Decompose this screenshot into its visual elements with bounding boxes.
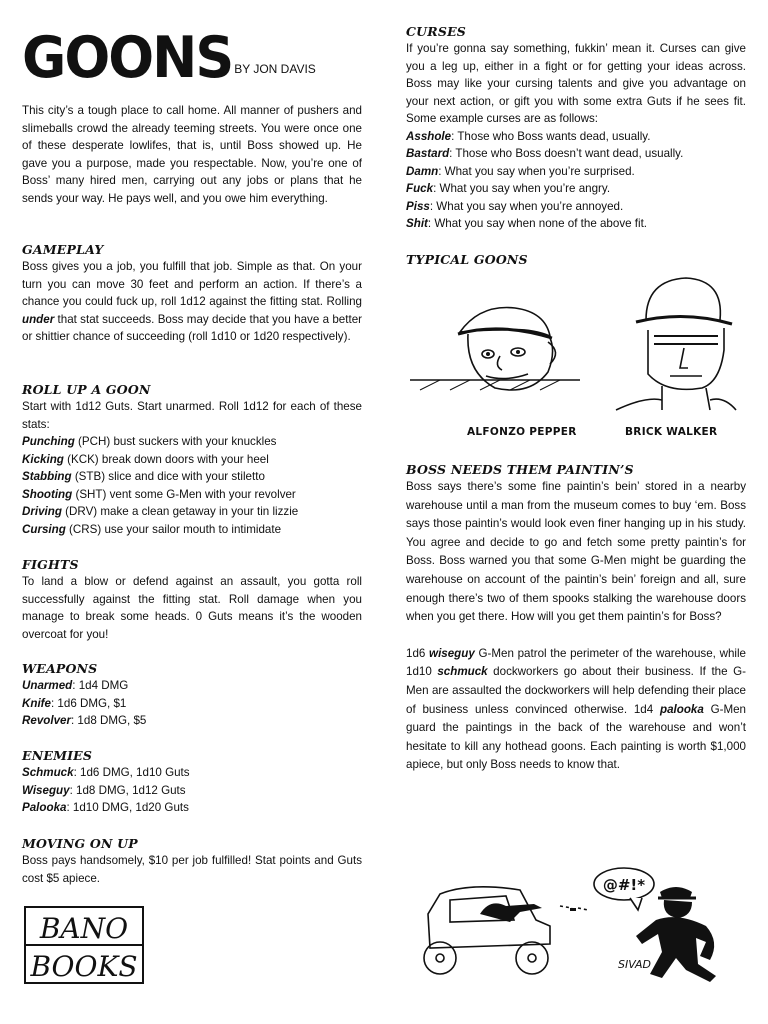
list-item xyxy=(22,764,362,782)
weapon-desc: : 1d8 DMG, $5 xyxy=(70,714,147,727)
intro-text: This city’s a tough place to call home. All manner of pushers and slimeballs crowd the already teeming streets. You were once one of these desperate lowlifes, that is, until Boss showed up. He gave you a purpose, made you respectable. Now, you’re one of Boss’ many hired men, carrying out any jobs or plans that he sends your way. He pays well, and you owe him everything. xyxy=(22,104,362,205)
stat-desc: (SHT) vent some G-Men with your revolver xyxy=(72,487,296,501)
stats-list xyxy=(22,433,362,538)
curse-desc: : What you say when none of the above fit. xyxy=(427,217,648,230)
list-item xyxy=(22,712,362,730)
p2-wiseguy: wiseguy xyxy=(429,646,475,660)
title-row xyxy=(22,24,362,91)
byline: BY JON DAVIS xyxy=(234,61,316,76)
enemy-name: Wiseguy xyxy=(22,783,70,797)
list-item xyxy=(22,521,362,539)
brick-walker-illustration xyxy=(606,270,738,416)
curses-intro: If you’re gonna say something, fukkin’ mean it. Curses can give you a leg up, either in a fight or for getting your ideas across. Boss may like your cursing talents and give you advantage on your next action, or gift you with some extra Guts if he sees fit. Some example curses are as follows: xyxy=(406,42,746,125)
list-item xyxy=(22,695,362,713)
stat-name: Cursing xyxy=(22,522,66,536)
p2-c: dockworkers go about their business. If the G-Men are assaulted the dockworkers will help defending their place of business unless convinced otherwise. 1d4 xyxy=(406,665,746,716)
goon-caption-1: ALFONZO PEPPER xyxy=(467,426,577,438)
stat-desc: (PCH) bust suckers with your knuckles xyxy=(74,435,277,448)
p2-b: G-Men patrol the perimeter of the warehouse, while 1d10 xyxy=(406,646,746,679)
speech-bubble-text: @#!* xyxy=(602,876,646,894)
weapon-name: Revolver xyxy=(22,714,71,727)
curse-name: Asshole xyxy=(406,129,452,143)
weapons-heading: WEAPONS xyxy=(22,661,98,676)
artist-signature: SIVAD xyxy=(618,958,651,971)
logo-line1: BANO xyxy=(39,912,129,945)
gameplay-heading: GAMEPLAY xyxy=(22,242,104,257)
logo-line2: BOOKS xyxy=(30,950,138,983)
enemy-name: Schmuck xyxy=(22,766,74,779)
gameplay-text-b: that stat succeeds. Boss may decide that you have a better or shittier chance of succeeding (roll 1d10 or 1d20 respectively). xyxy=(22,312,362,343)
list-item xyxy=(406,128,746,146)
curse-name: Bastard xyxy=(406,147,450,160)
curse-desc: : What you say when you’re annoyed. xyxy=(429,199,624,213)
goon-caption-2: BRICK WALKER xyxy=(625,426,718,438)
curses-section xyxy=(406,23,746,233)
page-title: GOONS xyxy=(22,24,233,91)
roll-up-section xyxy=(22,381,362,538)
fights-heading: FIGHTS xyxy=(22,557,79,572)
list-item xyxy=(406,163,746,181)
curse-name: Piss xyxy=(406,199,430,213)
p2-d: G-Men guard the paintings in the back of the warehouse and won’t hesitate to kill any hothead goons. Each painting is worth $1,000 apiece, but only Boss needs to know that. xyxy=(406,702,747,772)
paintins-heading: BOSS NEEDS THEM PAINTIN’S xyxy=(406,462,634,477)
intro-section xyxy=(22,102,362,207)
curse-desc: : Those who Boss doesn’t want dead, usually. xyxy=(449,147,684,160)
list-item xyxy=(22,451,362,469)
stat-name: Shooting xyxy=(22,487,73,501)
enemies-list xyxy=(22,764,362,817)
curse-name: Damn xyxy=(406,164,439,178)
enemy-desc: : 1d6 DMG, 1d10 Guts xyxy=(73,766,190,779)
curses-list xyxy=(406,128,746,233)
enemy-desc: : 1d8 DMG, 1d12 Guts xyxy=(69,783,186,797)
stat-name: Kicking xyxy=(22,452,64,466)
list-item xyxy=(22,799,362,817)
weapon-desc: : 1d6 DMG, $1 xyxy=(50,696,127,710)
gameplay-section xyxy=(22,241,362,346)
gameplay-text xyxy=(22,258,362,346)
car-chase-illustration xyxy=(410,864,746,984)
weapons-list xyxy=(22,677,362,730)
p2-schmuck: schmuck xyxy=(437,665,488,679)
enemies-section xyxy=(22,747,362,817)
list-item xyxy=(22,677,362,695)
enemies-heading: ENEMIES xyxy=(22,748,93,763)
alfonzo-pepper-illustration xyxy=(410,292,580,412)
gameplay-text-a: Boss gives you a job, you fulfill that job. Simple as that. On your turn you can move 30 feet and perform an action. If there’s a chance you could fuck up, roll 1d12 against the fitting stat. Rolling xyxy=(22,260,362,308)
weapon-name: Knife xyxy=(22,696,51,710)
list-item xyxy=(22,433,362,451)
gameplay-emphasis: under xyxy=(22,312,55,326)
stat-desc: (STB) slice and dice with your stiletto xyxy=(71,470,265,483)
stat-name: Punching xyxy=(22,435,75,448)
list-item xyxy=(22,468,362,486)
typical-goons-heading: TYPICAL GOONS xyxy=(406,252,528,267)
list-item xyxy=(22,782,362,800)
moving-on-up-heading: MOVING ON UP xyxy=(22,836,138,851)
moving-on-up-section xyxy=(22,835,362,887)
stat-desc: (CRS) use your sailor mouth to intimidate xyxy=(65,522,282,536)
paintins-text-2 xyxy=(406,645,746,775)
list-item xyxy=(22,503,362,521)
weapon-name: Unarmed xyxy=(22,679,73,692)
curse-name: Shit xyxy=(406,217,428,230)
curse-desc: : What you say when you’re surprised. xyxy=(438,164,635,178)
roll-up-intro: Start with 1d12 Guts. Start unarmed. Roll 1d12 for each of these stats: xyxy=(22,400,362,431)
weapons-section xyxy=(22,660,362,730)
list-item xyxy=(406,180,746,198)
list-item xyxy=(406,145,746,163)
list-item xyxy=(406,198,746,216)
weapon-desc: : 1d4 DMG xyxy=(72,679,129,692)
list-item xyxy=(22,486,362,504)
enemy-desc: : 1d10 DMG, 1d20 Guts xyxy=(66,801,189,814)
moving-on-up-text: Boss pays handsomely, $10 per job fulfilled! Stat points and Guts cost $5 apiece. xyxy=(22,854,362,885)
stat-name: Stabbing xyxy=(22,470,72,483)
p2-palooka: palooka xyxy=(659,702,704,716)
list-item xyxy=(406,215,746,233)
roll-up-heading: ROLL UP A GOON xyxy=(22,382,151,397)
fights-section xyxy=(22,556,362,643)
curse-desc: : Those who Boss wants dead, usually. xyxy=(451,129,651,143)
paintins-section xyxy=(406,461,746,775)
enemy-name: Palooka xyxy=(22,801,67,814)
p2-a: 1d6 xyxy=(406,646,430,660)
paintins-text-1: Boss says there’s some fine paintin’s bein’ stored in a nearby warehouse until a man from the museum comes to buy ‘em. Boss says those paintin’s would look even finer hanging up in his study. You agree and decide to go and fetch some pretty paintin’s for Boss. Boss warned you that some G-Men might be guarding the warehouse on account of the paintin’s bein’ foreign and all, sure enough there’s two of them spooks stalking the warehouse doors when you get there. How will you get them paintin’s for Boss? xyxy=(406,480,746,624)
typical-goons-section xyxy=(406,251,746,268)
fights-text: To land a blow or defend against an assault, you gotta roll successfully against the fitting stat. Roll damage when you manage to break some heads. 0 Guts means it’s the wooden overcoat for you! xyxy=(22,575,362,641)
bano-books-logo xyxy=(24,906,144,984)
curses-heading: CURSES xyxy=(406,24,467,39)
stat-desc: (KCK) break down doors with your heel xyxy=(63,452,269,466)
curse-desc: : What you say when you’re angry. xyxy=(433,182,611,195)
stat-name: Driving xyxy=(22,505,62,518)
stat-desc: (DRV) make a clean getaway in your tin lizzie xyxy=(61,505,299,518)
curse-name: Fuck xyxy=(406,182,434,195)
